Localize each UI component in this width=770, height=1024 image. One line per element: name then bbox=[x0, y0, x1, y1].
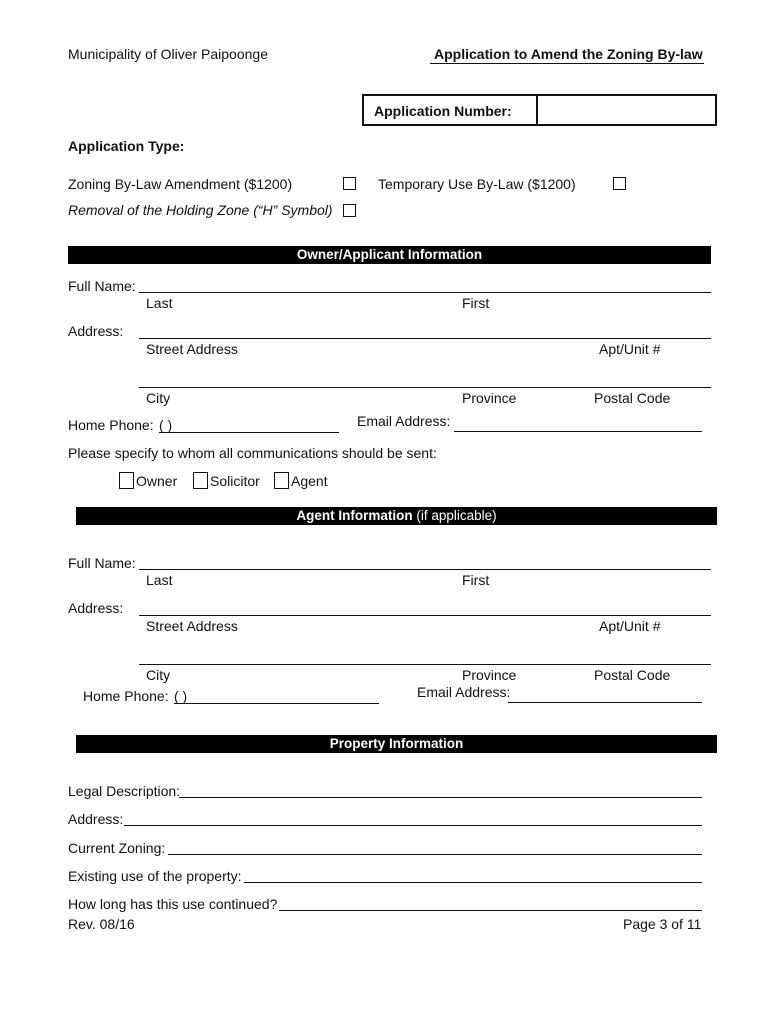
owner-street-caption: Street Address bbox=[146, 341, 238, 357]
communications-prompt: Please specify to whom all communications should be sent: bbox=[68, 445, 437, 461]
owner-home-phone-label: Home Phone: bbox=[68, 417, 154, 433]
owner-home-phone-field[interactable] bbox=[159, 432, 339, 433]
agent-section-heading bbox=[76, 507, 717, 525]
page-number: Page 3 of 11 bbox=[623, 916, 702, 932]
owner-province-caption: Province bbox=[462, 390, 517, 406]
legal-description-label: Legal Description: bbox=[68, 783, 181, 799]
zoning-amendment-checkbox[interactable] bbox=[343, 177, 356, 190]
owner-full-name-field[interactable] bbox=[139, 292, 711, 293]
current-zoning-field[interactable] bbox=[168, 854, 702, 855]
owner-apt-caption: Apt/Unit # bbox=[599, 341, 661, 357]
agent-heading-note: (if applicable) bbox=[416, 508, 497, 523]
owner-section-heading: Owner/Applicant Information bbox=[68, 246, 711, 264]
existing-use-label: Existing use of the property: bbox=[68, 868, 242, 884]
owner-city-caption: City bbox=[146, 390, 171, 406]
legal-description-field[interactable] bbox=[179, 797, 702, 798]
current-zoning-label: Current Zoning: bbox=[68, 840, 166, 856]
owner-first-caption: First bbox=[462, 295, 490, 311]
application-number-label: Application Number: bbox=[374, 103, 512, 119]
holding-zone-checkbox[interactable] bbox=[343, 204, 356, 217]
agent-home-phone-label: Home Phone: bbox=[83, 688, 169, 704]
form-title: Application to Amend the Zoning By-law bbox=[434, 46, 703, 62]
agent-heading-text: Agent Information bbox=[296, 508, 413, 523]
temporary-use-label: Temporary Use By-Law ($1200) bbox=[378, 176, 576, 192]
agent-phone-paren: ( ) bbox=[174, 688, 188, 704]
agent-email-field[interactable] bbox=[508, 702, 702, 703]
agent-apt-caption: Apt/Unit # bbox=[599, 618, 661, 634]
application-number-field[interactable] bbox=[544, 103, 714, 119]
owner-phone-paren: ( ) bbox=[159, 417, 173, 433]
municipality-name: Municipality of Oliver Paipoonge bbox=[68, 46, 268, 62]
agent-city-field[interactable] bbox=[139, 664, 711, 665]
application-type-heading: Application Type: bbox=[68, 138, 185, 154]
solicitor-contact-label: Solicitor bbox=[210, 473, 260, 489]
title-underline bbox=[430, 63, 704, 64]
agent-home-phone-field[interactable] bbox=[174, 703, 379, 704]
owner-email-field[interactable] bbox=[454, 431, 702, 432]
zoning-amendment-label: Zoning By-Law Amendment ($1200) bbox=[68, 176, 293, 192]
owner-contact-label: Owner bbox=[136, 473, 178, 489]
owner-last-caption: Last bbox=[146, 295, 173, 311]
property-address-field[interactable] bbox=[124, 825, 702, 826]
agent-full-name-label: Full Name: bbox=[68, 555, 136, 571]
agent-street-field[interactable] bbox=[139, 615, 711, 616]
temporary-use-checkbox[interactable] bbox=[613, 177, 626, 190]
solicitor-contact-checkbox[interactable] bbox=[193, 472, 208, 489]
owner-contact-checkbox[interactable] bbox=[119, 472, 134, 489]
owner-address-label: Address: bbox=[68, 323, 124, 339]
application-number-box bbox=[362, 94, 717, 126]
property-address-label: Address: bbox=[68, 811, 124, 827]
revision-label: Rev. 08/16 bbox=[68, 916, 135, 932]
owner-email-label: Email Address: bbox=[357, 413, 451, 429]
agent-contact-label: Agent bbox=[291, 473, 328, 489]
agent-postal-caption: Postal Code bbox=[594, 667, 671, 683]
owner-full-name-label: Full Name: bbox=[68, 278, 136, 294]
use-duration-field[interactable] bbox=[279, 910, 702, 911]
owner-postal-caption: Postal Code bbox=[594, 390, 671, 406]
agent-last-caption: Last bbox=[146, 572, 173, 588]
agent-address-label: Address: bbox=[68, 600, 124, 616]
application-number-divider bbox=[536, 96, 538, 124]
agent-contact-checkbox[interactable] bbox=[274, 472, 289, 489]
owner-city-field[interactable] bbox=[139, 387, 711, 388]
agent-province-caption: Province bbox=[462, 667, 517, 683]
existing-use-field[interactable] bbox=[244, 882, 702, 883]
agent-first-caption: First bbox=[462, 572, 490, 588]
agent-city-caption: City bbox=[146, 667, 171, 683]
agent-email-label: Email Address: bbox=[417, 684, 511, 700]
use-duration-label: How long has this use continued? bbox=[68, 896, 278, 912]
holding-zone-label: Removal of the Holding Zone (“H” Symbol) bbox=[68, 202, 333, 218]
owner-street-field[interactable] bbox=[139, 338, 711, 339]
property-section-heading: Property Information bbox=[76, 735, 717, 753]
agent-full-name-field[interactable] bbox=[139, 569, 711, 570]
agent-street-caption: Street Address bbox=[146, 618, 238, 634]
